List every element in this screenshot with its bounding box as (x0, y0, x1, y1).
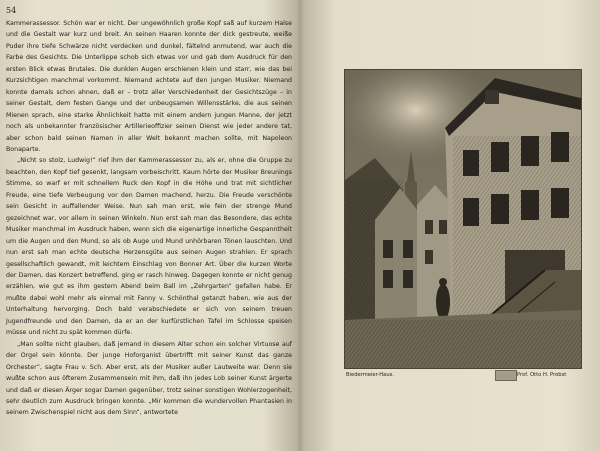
body-text (6, 18, 292, 419)
caption-artist: Prof. Otto H. Probst (517, 372, 567, 378)
page-number: 54 (6, 6, 17, 15)
etching-illustration (345, 70, 581, 368)
library-stamp (495, 370, 517, 381)
paragraph: Kammerassessor. Schön war er nicht. Der ungewöhnlich große Kopf saß auf kurzem Halse und die Gestalt war kurz und breit. An seinen Haaren konnte der dick gestreute, weiße Puder ihre tiefe Schwärze nicht verdecken und dunkel, fältelnd anmutend, war auch die Farbe des Gesichts. Die Unterlippe schob sich etwas vor und gab dem Ausdruck für den ersten Blick etwas Brutales. Die dunklen Augen erschienen klein und starr, wie das bei Kurzsichtigen manchmal vorkommt. Niemand achtete auf den jungen Musiker. Niemand konnte damals schon ahnen, daß er – trotz aller Verschiedenheit der Gesichtszüge – in seiner Gestalt, dem festen Gange und der unbeugsamen Willensstärke, die aus seinen Mienen sprach, eine starke Ähnlichkeit hatte mit einem andern jungen Manne, der jetzt noch als unbekannter französischer Artillerieoffizier seinen Dienst wie jeder andere tat, aber schon bald seinen Namen in aller Welt bekannt machen sollte, mit Napoleon Bonaparte. (6, 20, 292, 153)
left-page (0, 0, 298, 451)
house-etching (345, 70, 581, 368)
paragraph: „Nicht so stolz, Ludwig!“ rief ihm der Kammerassessor zu, als er, ohne die Gruppe zu beachten, den Kopf tief gesenkt, langsam vorbeischritt. Kaum hörte der Musiker Breunings Stimme, so warf er mit schnellem Ruck den Kopf in die Höhe und trat mit sichtlicher Freude, eine tiefe Verbeugung vor den Damen machend, herzu. Die Freude verschönte sein Gesicht in auffallender Weise. Nun sah man erst, wie fein der strenge Mund gezeichnet war, vor allem in seinen Winkeln. Nun erst sah man das Besondere, das echte Musiker manchmal im Ausdruck haben, wenn sich die eigenartige innerliche Gespanntheit um die Augen und den Mund, so als ob Auge und Mund unhörbaren Tönen lauschten. Und nun erst sah man echte deutsche Herzensgüte aus seinen Augen strahlen. Er sprach gesellschaftlich gewandt, mit leichtem Einschlag von Bonner Art. Über die kurzen Worte der Damen, das Konzert betreffend, ging er rasch hinweg. Dagegen konnte er nicht genug erzählen, wie gut es ihm gestern Abend beim Ball im „Zehrgarten“ gefallen habe. Er mußte dabei wohl mehr als einmal mit Fanny v. Schönthal getanzt haben, wie aus der Unterhaltung hervorging. Doch bald verabschiedete er sich von seinem treuen Jugendfreunde und den Damen, da er an der kurfürstlichen Tafel im Schlosse speisen müsse und nicht zu spät kommen dürfe. (6, 157, 292, 337)
right-page (302, 0, 600, 451)
caption-title: Biedermeier-Haus. (346, 372, 394, 378)
paragraph: „Man sollte nicht glauben, daß jemand in diesem Alter schon ein solcher Virtuose auf der Orgel sein könnte. Der junge Hoforganist übertrifft mit seiner Kunst das ganze Orchester“, sagte Frau v. Sch. Aber erst, als der Musiker außer Lautweite war. Denn sie wußte schon aus öfterem Zusammensein mit ihm, daß ihn jedes Lob seiner Kunst ärgerte und daß er diesen Ärger sogar Damen gegenüber, trotz seiner sonstigen Wohlerzogenheit, sehr deutlich zum Ausdruck bringen konnte. „Mir kommen die wundervollen Phantasien in seinem Zwischenspiel nicht aus dem Sinn“, antwortete (6, 340, 292, 417)
